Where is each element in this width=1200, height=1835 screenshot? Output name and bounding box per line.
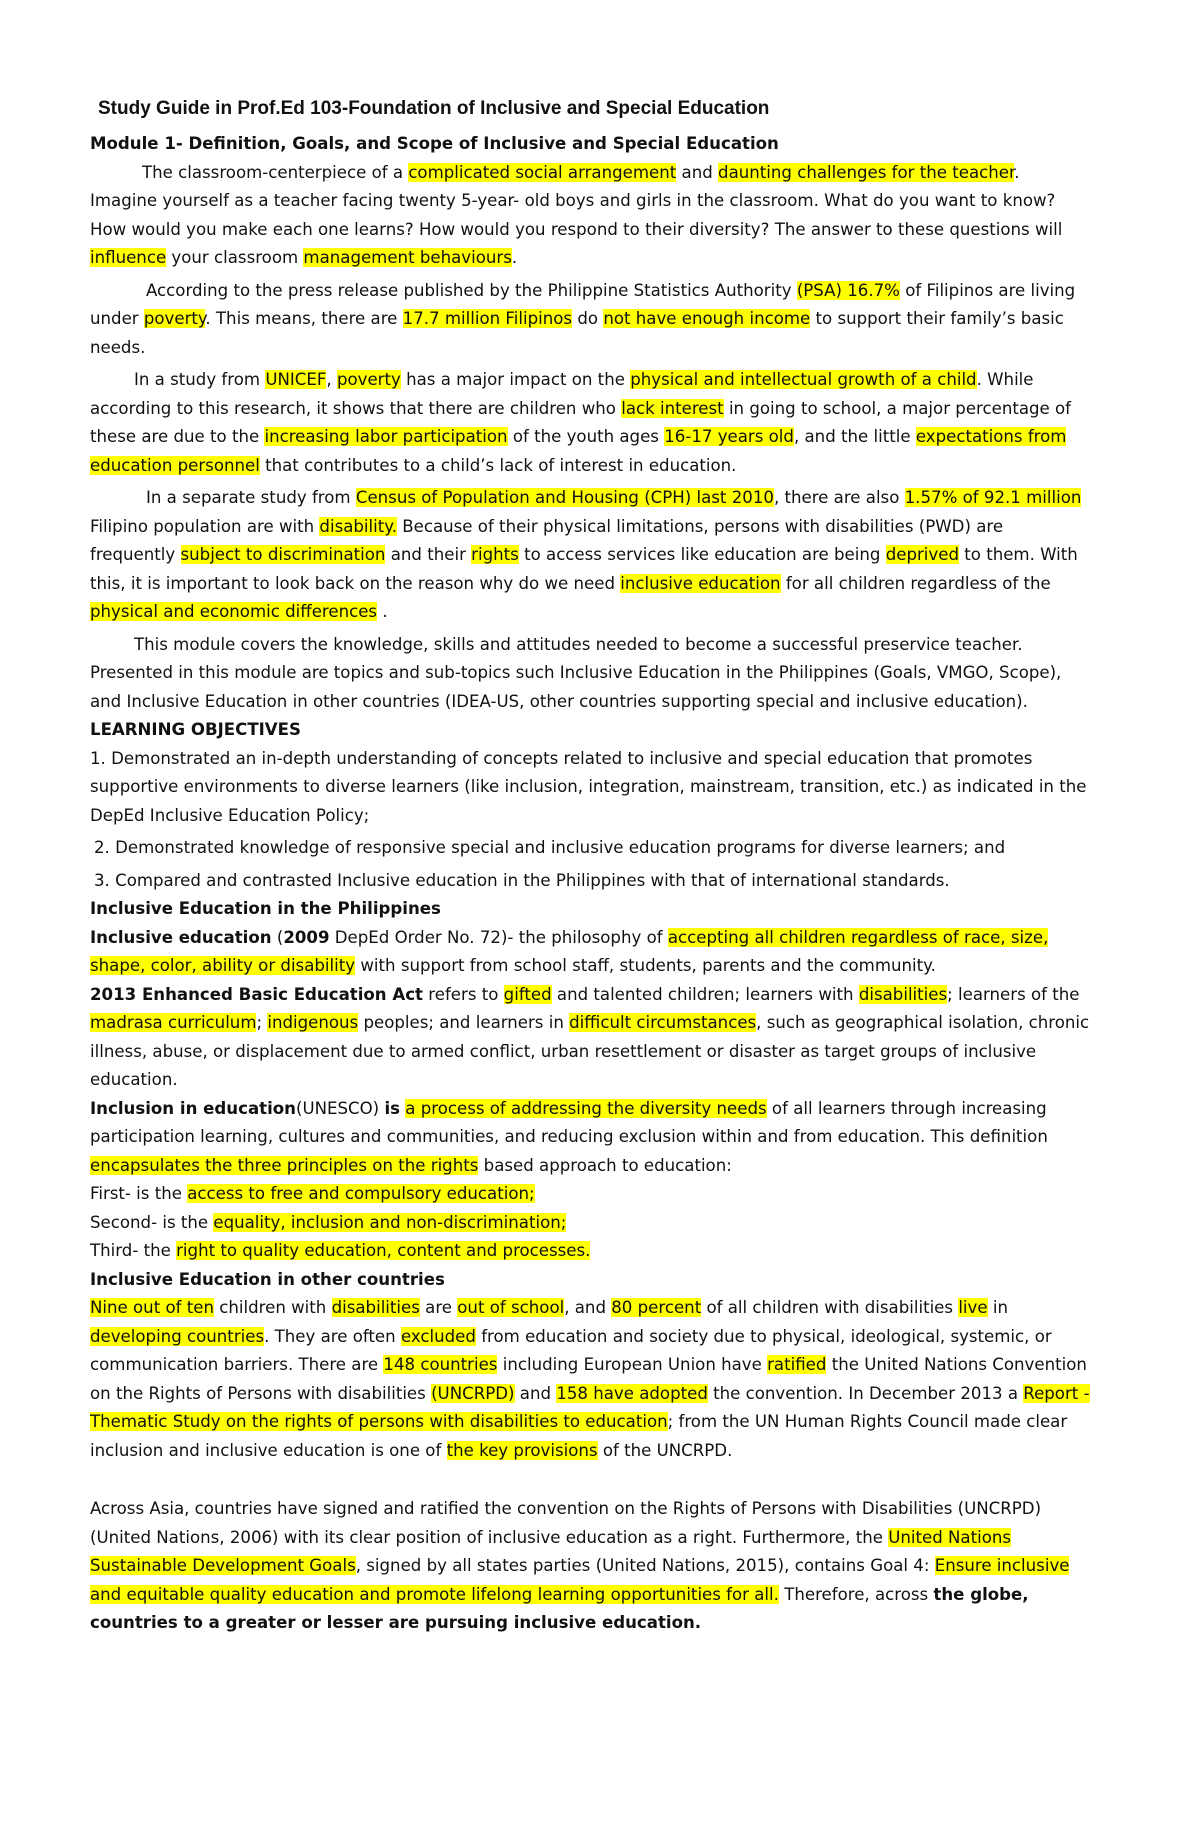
text-run: . While according to this research, it shows that there are children who: [90, 370, 1034, 418]
highlighted-text: UNICEF: [265, 370, 327, 389]
text-run: Across Asia, countries have signed and ratified the convention on the Rights of Persons with Disabilities (UNCRPD) (United Nations, 2006) with its clear position of inclusive education as a right. Furthermore, the: [90, 1499, 1042, 1547]
text-run: has a major impact on the: [400, 370, 631, 389]
objective-2: 2. Demonstrated knowledge of responsive special and inclusive education programs for diverse learners; and: [94, 838, 1006, 857]
highlighted-text: lack interest: [621, 398, 724, 418]
highlighted-text: disability.: [319, 516, 397, 536]
highlighted-text: 158 have adopted: [556, 1383, 708, 1403]
text-run: including European Union have: [497, 1355, 768, 1374]
census-paragraph: [90, 484, 1090, 627]
text-run: do: [572, 309, 604, 328]
highlighted-text: a process of addressing the diversity needs: [405, 1098, 767, 1118]
highlighted-text: (PSA) 16.7%: [796, 280, 900, 300]
highlighted-text: poverty: [143, 309, 206, 328]
text-run: from education and society due to physical, ideological, systemic, or communication barriers. There are: [90, 1326, 1052, 1374]
highlighted-text: developing countries: [90, 1326, 265, 1346]
text-run: First- is the: [90, 1184, 188, 1203]
other-countries-heading: Inclusive Education in other countries: [90, 1269, 445, 1289]
text-run: , and: [564, 1298, 612, 1317]
text-run: and: [514, 1383, 557, 1403]
other-countries-paragraph: [90, 1294, 1090, 1465]
bold-text: is: [384, 1098, 401, 1118]
ebea-paragraph: [90, 981, 1090, 1095]
bold-text: the globe, countries to a greater or lesser are pursuing inclusive education.: [90, 1584, 1029, 1632]
highlighted-text: physical and economic differences: [90, 602, 378, 621]
text-run: The classroom-centerpiece of a: [142, 162, 409, 182]
module-scope-paragraph: [90, 631, 1090, 717]
document-body: [90, 130, 1090, 1638]
principle-second: [90, 1209, 1090, 1238]
text-run: and: [676, 162, 719, 182]
highlighted-text: live: [958, 1298, 988, 1317]
text-run: Second- is the: [90, 1212, 214, 1232]
text-run: refers to: [423, 984, 504, 1004]
bold-text: Inclusion in education: [90, 1098, 296, 1118]
highlighted-text: madrasa curriculum: [90, 1013, 257, 1032]
highlighted-text: Ensure inclusive and equitable quality education and promote lifelong learning opportunities for all.: [90, 1556, 1070, 1604]
text-run: of Filipinos are living under: [90, 280, 1076, 328]
inclusive-education-definition: [90, 924, 1090, 981]
text-run: and their: [385, 545, 472, 564]
highlighted-text: daunting challenges for the teacher: [718, 162, 1015, 182]
unesco-paragraph: [90, 1095, 1090, 1181]
highlighted-text: not have enough income: [603, 309, 811, 328]
highlighted-text: Census of Population and Housing (CPH) last 2010: [355, 488, 774, 507]
text-run: for all children regardless of the: [780, 573, 1051, 593]
asia-paragraph: [90, 1495, 1090, 1638]
text-run: peoples; and learners in: [358, 1013, 570, 1032]
highlighted-text: 17.7 million Filipinos: [402, 309, 573, 328]
highlighted-text: expectations from education personnel: [90, 427, 1067, 475]
text-run: (UNESCO): [295, 1098, 385, 1118]
text-run: of the youth ages: [507, 427, 665, 446]
text-run: (: [271, 927, 284, 947]
highlighted-text: complicated social arrangement: [408, 162, 677, 182]
text-run: of all learners through increasing participation learning, cultures and communities, and reducing exclusion within and from education. This definition: [90, 1098, 1048, 1146]
text-run: , there are also: [773, 488, 905, 507]
text-run: , such as geographical isolation, chronic illness, abuse, or displacement due to armed conflict, urban resettlement or disaster as target groups of inclusive education.: [90, 1013, 1090, 1089]
highlighted-text: influence: [90, 248, 167, 267]
poverty-paragraph: [90, 277, 1090, 363]
text-run: According to the press release published by the Philippine Statistics Authority: [146, 280, 797, 300]
text-run: based approach to education:: [478, 1155, 732, 1175]
highlighted-text: Nine out of ten: [90, 1298, 214, 1317]
text-run: ; from the UN Human Rights Council made clear inclusion and inclusive education is one of: [90, 1412, 1068, 1460]
highlighted-text: gifted: [503, 984, 552, 1004]
text-run: . Imagine yourself as a teacher facing twenty 5-year- old boys and girls in the classroom. What do you want to know? How would you make each one learns? How would you respond to their diversity? The answer to these questions will: [90, 162, 1063, 239]
text-run: that contributes to a child’s lack of interest in education.: [259, 455, 737, 475]
objective-1: 1. Demonstrated an in-depth understanding of concepts related to inclusive and special education that promotes supportive environments to diverse learners (like inclusion, integration, mainstream, transition, etc.) as indicated in the DepEd Inclusive Education Policy;: [90, 748, 1087, 825]
highlighted-text: the key provisions: [446, 1440, 598, 1460]
text-run: Because of their physical limitations, persons with disabilities (PWD) are frequently: [90, 516, 1004, 564]
text-run: in going to school, a major percentage of these are due to the: [90, 398, 1072, 446]
highlighted-text: United Nations Sustainable Development Goals: [90, 1527, 1012, 1575]
text-run: and talented children; learners with: [551, 984, 859, 1004]
text-run: . This means, there are: [205, 309, 403, 328]
highlighted-text: out of school: [457, 1298, 565, 1317]
highlighted-text: management behaviours: [303, 248, 512, 267]
highlighted-text: 16-17 years old: [664, 427, 794, 446]
highlighted-text: (UNCRPD): [431, 1383, 515, 1403]
text-run: ,: [326, 370, 337, 389]
text-run: the convention. In December 2013 a: [707, 1383, 1024, 1403]
document-title: Study Guide in Prof.Ed 103-Foundation of Inclusive and Special Education: [98, 98, 770, 119]
highlighted-text: subject to discrimination: [180, 545, 386, 564]
text-run: Therefore, across: [778, 1584, 934, 1604]
highlighted-text: deprived: [885, 545, 959, 564]
highlighted-text: poverty: [336, 370, 401, 389]
highlighted-text: inclusive education: [620, 573, 781, 593]
module-heading: Module 1- Definition, Goals, and Scope of Inclusive and Special Education: [90, 134, 779, 153]
text-run: of the UNCRPD.: [597, 1440, 733, 1460]
highlighted-text: rights: [471, 545, 519, 564]
text-run: Third- the: [90, 1241, 177, 1260]
text-run: of all children with disabilities: [701, 1298, 959, 1317]
bold-text: 2013 Enhanced Basic Education Act: [90, 984, 423, 1004]
highlighted-text: increasing labor participation: [264, 427, 508, 446]
text-run: to support their family’s basic needs.: [90, 309, 1064, 357]
text-run: This module covers the knowledge, skills and attitudes needed to become a successful preservice teacher. Presented in this module are topics and sub-topics such Inclusive Education in the Philippines (Goals, VMGO, Scope), and Inclusive Education in other countries (IDEA-US, other countries supporting special and inclusive education).: [90, 634, 1062, 711]
highlighted-text: Report -Thematic Study on the rights of persons with disabilities to education: [90, 1383, 1090, 1431]
text-run: Filipino population are with: [90, 516, 320, 536]
principle-third: [90, 1237, 1090, 1266]
bold-text: 2009: [283, 927, 330, 947]
text-run: . They are often: [264, 1326, 401, 1346]
text-run: are: [419, 1298, 458, 1317]
intro-paragraph: [90, 159, 1090, 273]
text-run: your classroom: [166, 248, 304, 267]
text-run: to access services like education are being: [518, 545, 886, 564]
text-run: the United Nations Convention on the Rights of Persons with disabilities: [90, 1355, 1087, 1403]
highlighted-text: physical and intellectual growth of a child: [630, 370, 977, 389]
philippines-heading: Inclusive Education in the Philippines: [90, 899, 441, 918]
text-run: In a study from: [134, 370, 266, 389]
highlighted-text: 148 countries: [383, 1355, 498, 1374]
highlighted-text: equality, inclusion and non-discrimination;: [213, 1212, 567, 1232]
text-run: , signed by all states parties (United Nations, 2015), contains Goal 4:: [355, 1556, 935, 1575]
text-run: to them. With this, it is important to look back on the reason why do we need: [90, 545, 1078, 593]
objective-3: 3. Compared and contrasted Inclusive education in the Philippines with that of international standards.: [94, 870, 950, 890]
text-run: ;: [256, 1013, 268, 1032]
text-run: in: [987, 1298, 1008, 1317]
highlighted-text: 80 percent: [611, 1298, 702, 1317]
highlighted-text: difficult circumstances: [569, 1013, 757, 1032]
highlighted-text: access to free and compulsory education;: [187, 1184, 535, 1203]
learning-objectives-heading: LEARNING OBJECTIVES: [90, 720, 301, 739]
text-run: DepEd Order No. 72)- the philosophy of: [329, 927, 668, 947]
text-run: .: [511, 248, 518, 267]
highlighted-text: accepting all children regardless of race, size, shape, color, ability or disability: [90, 927, 1049, 975]
text-run: In a separate study from: [146, 488, 356, 507]
principle-first: [90, 1180, 1090, 1209]
highlighted-text: right to quality education, content and processes.: [176, 1241, 591, 1260]
text-run: with support from school staff, students, parents and the community.: [355, 956, 936, 975]
highlighted-text: ratified: [767, 1355, 827, 1374]
unicef-paragraph: [90, 366, 1090, 480]
highlighted-text: disabilities: [858, 984, 948, 1004]
highlighted-text: excluded: [400, 1326, 476, 1346]
highlighted-text: disabilities: [331, 1298, 420, 1317]
text-run: , and the little: [793, 427, 916, 446]
text-run: ; learners of the: [947, 984, 1080, 1004]
text-run: children with: [213, 1298, 332, 1317]
highlighted-text: 1.57% of 92.1 million: [904, 488, 1082, 507]
highlighted-text: indigenous: [267, 1013, 359, 1032]
bold-text: Inclusive education: [90, 927, 272, 947]
highlighted-text: encapsulates the three principles on the rights: [90, 1155, 479, 1175]
text-run: .: [377, 602, 388, 621]
